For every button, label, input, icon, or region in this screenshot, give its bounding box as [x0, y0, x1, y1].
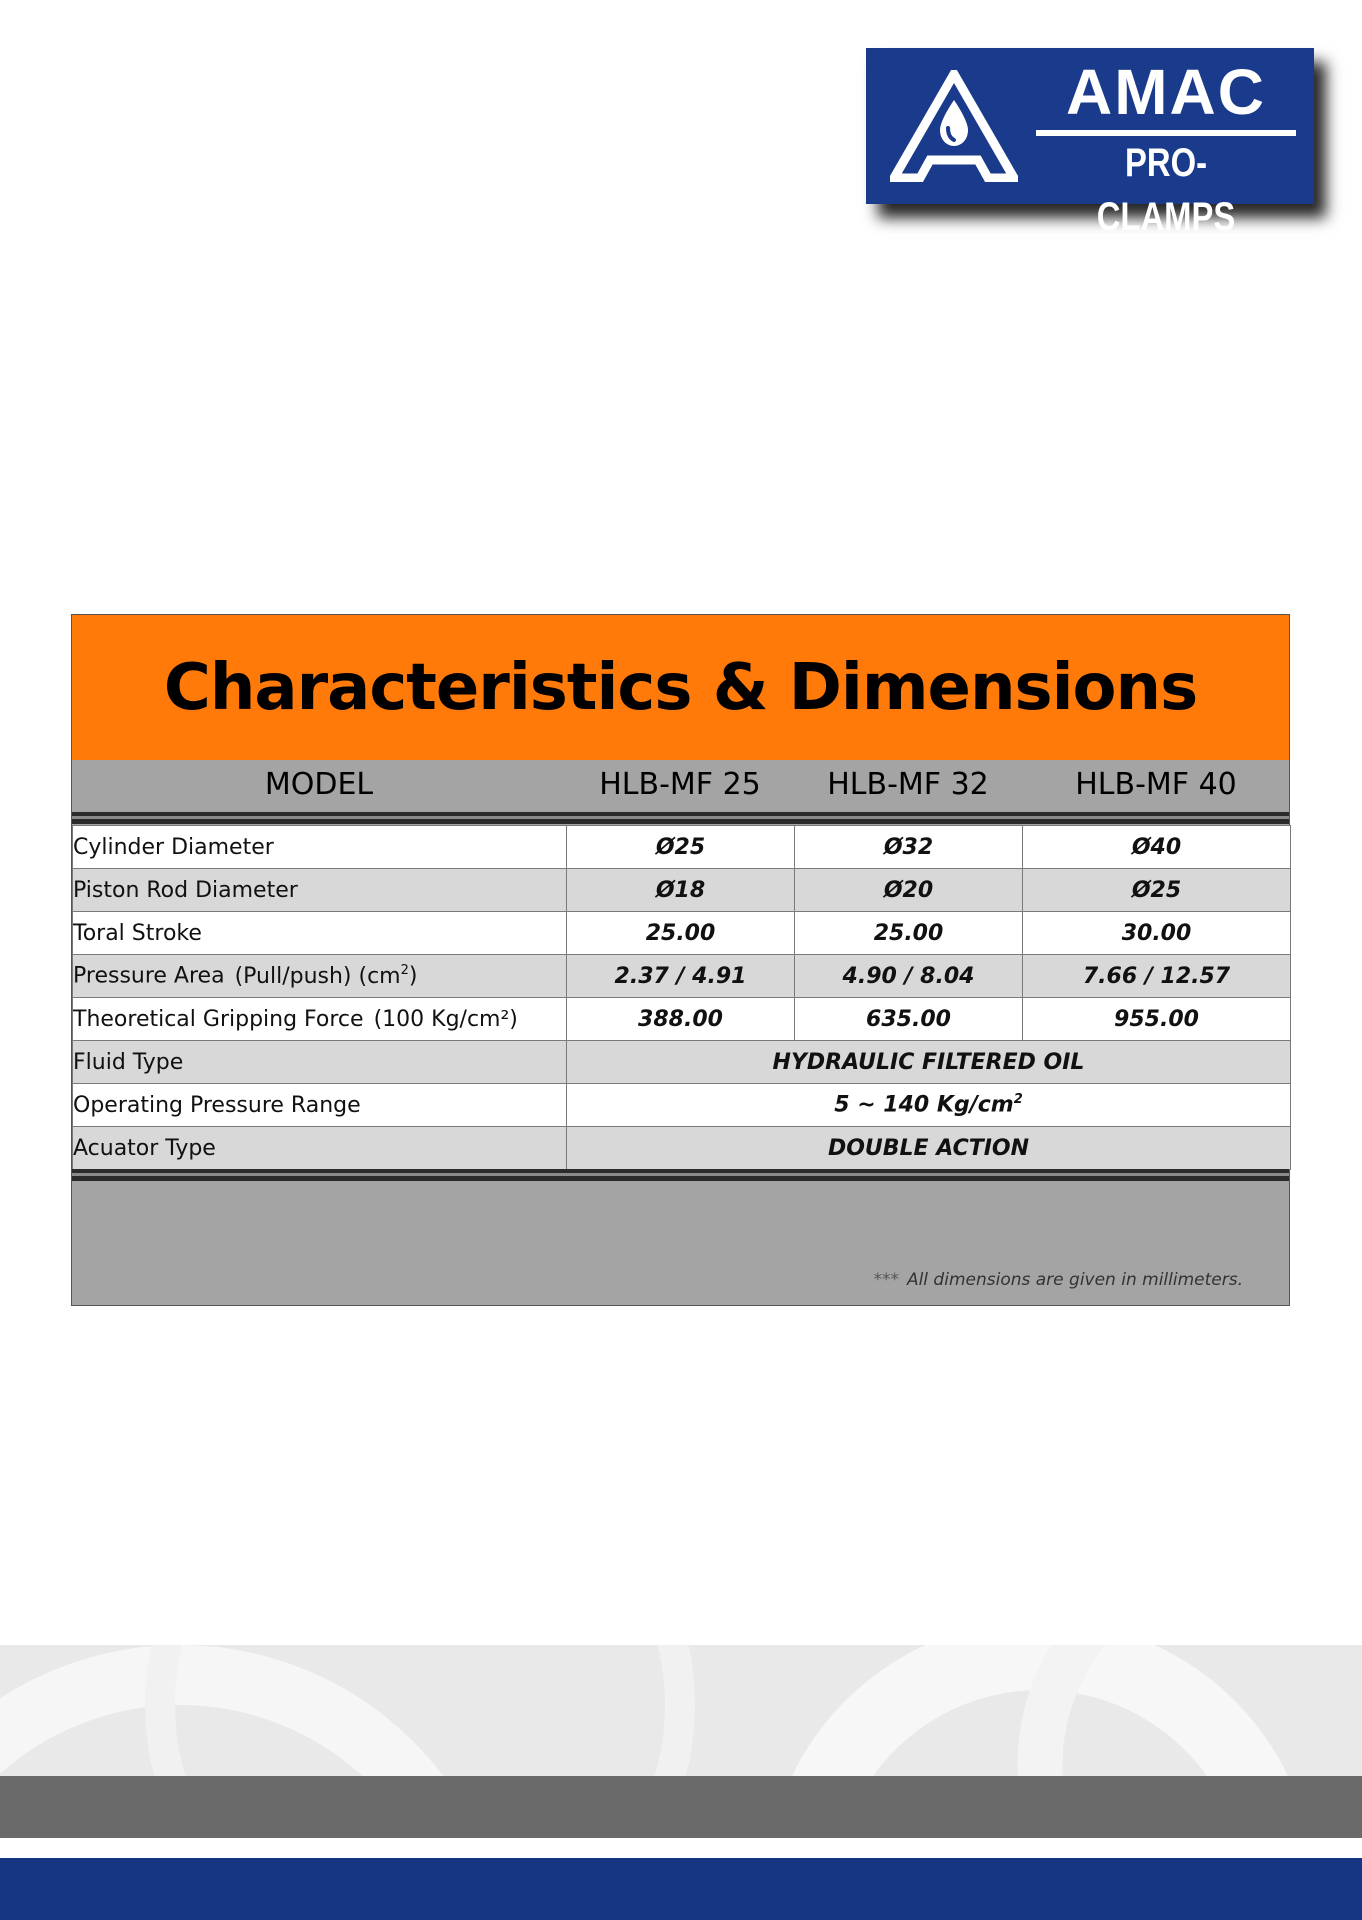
- cell-value: 635.00: [795, 998, 1023, 1041]
- note-stars: ***: [873, 1270, 899, 1290]
- cell-value: Ø20: [795, 869, 1023, 912]
- a-drop-logo-icon: [890, 70, 1018, 182]
- cell-value: 25.00: [795, 912, 1023, 955]
- row-label-with-unit: [73, 998, 567, 1041]
- model-header-label: MODEL: [264, 767, 374, 802]
- unit-close: ): [408, 963, 418, 989]
- model-header-hlb-mf-40: HLB-MF 40: [1075, 767, 1237, 802]
- row-label: Operating Pressure Range: [73, 1084, 567, 1127]
- table-row: [73, 1127, 1291, 1170]
- cell-value: 7.66 / 12.57: [1023, 955, 1291, 998]
- model-header-row: [72, 760, 1289, 810]
- cell-value: Ø32: [795, 826, 1023, 869]
- title-band: [72, 615, 1289, 760]
- dimensions-note: [873, 1270, 1243, 1290]
- panel-title: Characteristics & Dimensions: [163, 651, 1198, 725]
- spanned-value: HYDRAULIC FILTERED OIL: [567, 1041, 1291, 1084]
- logo-sub-text: PRO-CLAMPS: [1096, 141, 1236, 239]
- cell-value: Ø25: [567, 826, 795, 869]
- cell-value: Ø25: [1023, 869, 1291, 912]
- cell-value: 25.00: [567, 912, 795, 955]
- table-row: [73, 912, 1291, 955]
- row-label: Pressure Area: [73, 963, 225, 989]
- note-text: All dimensions are given in millimeters.: [906, 1270, 1243, 1290]
- table-row: [73, 955, 1291, 998]
- spec-panel: [71, 614, 1290, 1306]
- spanned-value: 5 ~ 140 Kg/cm: [834, 1092, 1014, 1118]
- spanned-value: DOUBLE ACTION: [567, 1127, 1291, 1170]
- header-divider: [72, 812, 1289, 824]
- row-label: Theoretical Gripping Force: [73, 1006, 364, 1032]
- table-row: [73, 998, 1291, 1041]
- footer-grey-band: [0, 1776, 1362, 1838]
- row-unit: (Pull/push) (cm: [234, 963, 401, 989]
- row-label: Piston Rod Diameter: [73, 869, 567, 912]
- cell-value: 4.90 / 8.04: [795, 955, 1023, 998]
- table-row: [73, 1084, 1291, 1127]
- footer-white-stripe: [0, 1838, 1362, 1858]
- unit-superscript: 2: [400, 963, 409, 979]
- row-label: Toral Stroke: [73, 912, 567, 955]
- model-header-hlb-mf-25: HLB-MF 25: [599, 767, 761, 802]
- cell-value: Ø40: [1023, 826, 1291, 869]
- table-row: [73, 826, 1291, 869]
- footer-blue-band: [0, 1858, 1362, 1920]
- row-label: Cylinder Diameter: [73, 826, 567, 869]
- cell-value: 955.00: [1023, 998, 1291, 1041]
- model-header-hlb-mf-32: HLB-MF 32: [827, 767, 989, 802]
- row-label: Acuator Type: [73, 1127, 567, 1170]
- table-bottom-divider: [72, 1169, 1289, 1181]
- spec-table: [72, 825, 1291, 1170]
- table-row: [73, 869, 1291, 912]
- row-label-with-unit: [73, 955, 567, 998]
- cell-value: 2.37 / 4.91: [567, 955, 795, 998]
- row-label: Fluid Type: [73, 1041, 567, 1084]
- company-logo: [866, 48, 1314, 239]
- cell-value: 388.00: [567, 998, 795, 1041]
- unit-superscript: 2: [1013, 1092, 1023, 1108]
- cell-value: 30.00: [1023, 912, 1291, 955]
- row-unit: (100 Kg/cm²): [373, 1006, 518, 1032]
- table-row: [73, 1041, 1291, 1084]
- spanned-value-cell: [567, 1084, 1291, 1127]
- cell-value: Ø18: [567, 869, 795, 912]
- logo-brand-text: AMAC: [1066, 56, 1266, 128]
